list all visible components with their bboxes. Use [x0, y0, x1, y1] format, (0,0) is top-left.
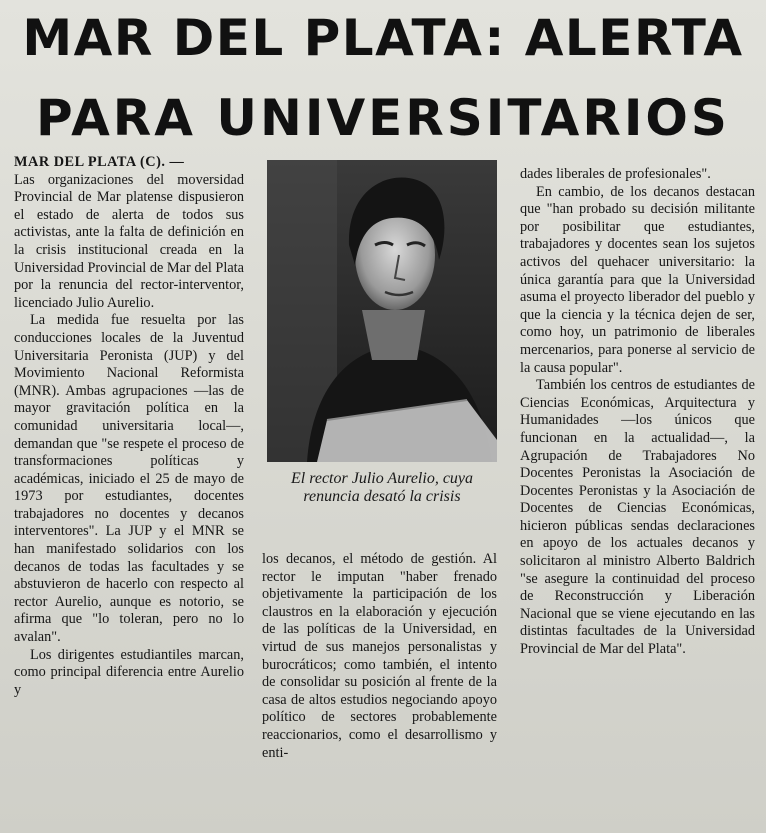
dateline: MAR DEL PLATA (C). —: [14, 154, 185, 170]
article-column-3: [520, 166, 755, 659]
paragraph: En cambio, de los decanos destacan que "han probado su decisión militante por posibilitar que estudiantes, trabajadores y docentes sean los sujetos activos del quehacer universitario: la única garantía para que la Universidad asuma el proyecto liberador del pueblo y que la ciencia y la técnica dejen de ser, como hoy, un patrimonio de liberales mercenarios, para ponerse al servicio de la causa popular".: [520, 183, 755, 376]
rector-portrait-photo: [267, 160, 497, 462]
article-column-1: [14, 154, 244, 699]
headline-line-2: PARA UNIVERSITARIOS: [36, 89, 730, 147]
headline-line-1: MAR DEL PLATA: ALERTA: [22, 9, 744, 67]
paragraph: También los centros de estudiantes de Ciencias Económicas, Arquitectura y Humanidades —los únicos que funcionan en la actualidad—, la Agrupación de Trabajadores No Docentes Peronistas la Asociación de Docentes Peronistas y la Asociación de Docentes de Ciencias Económicas, hicieron públicas sendas declaraciones en apoyo de los actuales decanos y solicitaron al ministro Alberto Baldrich "se asegure la continuidad del proceso de Reconstrucción y Liberación Nacional que se viene ejecutando en las distintas facultades de la Universidad Provincial de Mar del Plata".: [520, 377, 755, 658]
portrait-illustration: [267, 160, 497, 462]
paragraph: La medida fue resuelta por las conducciones locales de la Juventud Universitaria Peronista (JUP) y del Movimiento Nacional Reformista (MNR). Ambas agrupaciones —las de mayor gravitación política en la comunidad universitaria local—, demandan que "se respete el proceso de transformaciones políticas y académicas, iniciado el 25 de mayo de 1973 por estudiantes, docentes trabajadores no docentes y decanos interventores". La JUP y el MNR se han manifestado solidarios con los decanos de todas las facultades y se abstuvieron de hacerlo con respecto al rector Aurelio, aunque es notorio, se afirma que "lo toleran, pero no lo avalan".: [14, 312, 244, 646]
paragraph: Los dirigentes estudiantiles marcan, como principal diferencia entre Aurelio y: [14, 646, 244, 698]
paragraph: Las organizaciones del moversidad Provincial de Mar platense dispusieron el estado de alerta de todos sus activistas, ante la falta de definición en la crisis institucional creada en la Universidad Provincial de Mar del Plata por la renuncia del rector-interventor, licenciado Julio Aurelio.: [14, 171, 244, 311]
paragraph: dades liberales de profesionales".: [520, 166, 711, 182]
photo-caption: El rector Julio Aurelio, cuya renuncia desató la crisis: [290, 470, 474, 505]
paragraph: los decanos, el método de gestión. Al rector le imputan "haber frenado objetivamente la participación de los claustros en la elaboración y ejecución de las políticas de la Universidad, en virtud de sus manejos personalistas y burocráticos; como también, el intento de consolidar su posición al frente de la casa de altos estudios negociando apoyo político de sectores probablemente reaccionarios, como el desarrollismo y enti-: [262, 551, 497, 761]
article-column-2: [262, 551, 497, 762]
